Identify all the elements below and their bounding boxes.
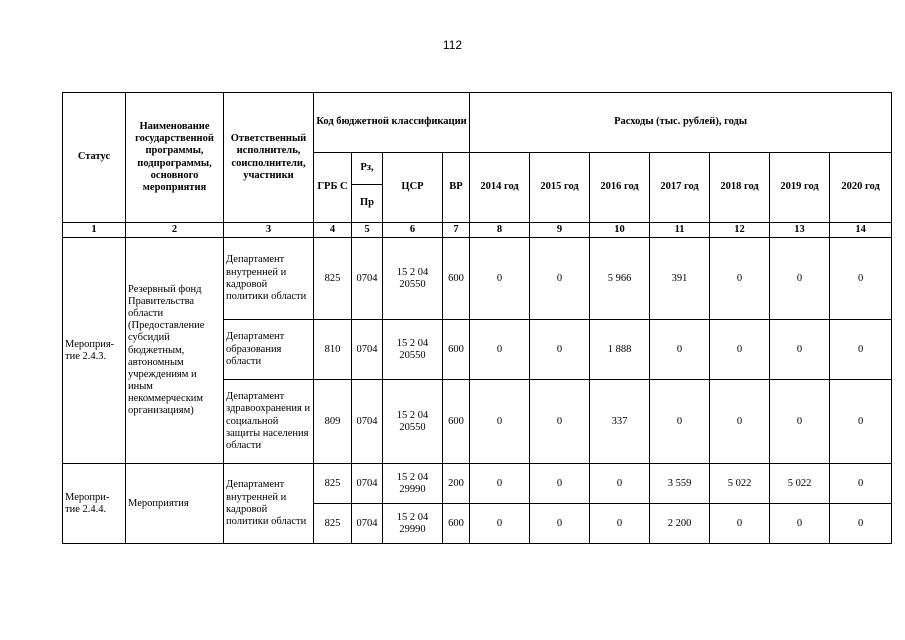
column-number: 11	[650, 223, 710, 238]
header-year: 2014 год	[470, 153, 530, 223]
column-number: 7	[443, 223, 470, 238]
status-cell: Меропри- тие 2.4.4.	[63, 464, 126, 544]
value-cell: 0	[530, 504, 590, 544]
header-csr: ЦСР	[383, 153, 443, 223]
value-cell: 1 888	[590, 320, 650, 380]
vr-cell: 600	[443, 238, 470, 320]
value-cell: 0	[650, 320, 710, 380]
page-number: 112	[442, 38, 463, 52]
value-cell: 0	[770, 238, 830, 320]
table-row	[63, 464, 892, 504]
grbs-cell: 809	[314, 380, 352, 464]
executor-cell: Департамент внутренней и кадровой политики области	[224, 238, 314, 320]
header-year: 2020 год	[830, 153, 892, 223]
rzpr-cell: 0704	[352, 320, 383, 380]
header-grbs: ГРБ С	[314, 153, 352, 223]
value-cell: 0	[770, 504, 830, 544]
grbs-cell: 825	[314, 464, 352, 504]
status-cell: Мероприя- тие 2.4.3.	[63, 238, 126, 464]
csr-cell: 15 2 04 20550	[383, 238, 443, 320]
value-cell: 391	[650, 238, 710, 320]
rzpr-cell: 0704	[352, 380, 383, 464]
rzpr-cell: 0704	[352, 464, 383, 504]
header-vr: ВР	[443, 153, 470, 223]
executor-cell: Департамент здравоохранения и социальной защиты населения области	[224, 380, 314, 464]
value-cell: 0	[470, 380, 530, 464]
grbs-cell: 825	[314, 238, 352, 320]
budget-table	[62, 92, 892, 544]
value-cell: 337	[590, 380, 650, 464]
column-number: 10	[590, 223, 650, 238]
value-cell: 5 022	[710, 464, 770, 504]
column-number: 1	[63, 223, 126, 238]
value-cell: 0	[710, 320, 770, 380]
value-cell: 5 022	[770, 464, 830, 504]
value-cell: 0	[470, 504, 530, 544]
column-number: 3	[224, 223, 314, 238]
header-expenses: Расходы (тыс. рублей), годы	[470, 93, 892, 153]
header-rz: Рз,	[352, 153, 383, 185]
value-cell: 0	[590, 504, 650, 544]
header-name: Наименование государственной программы, подпрограммы, основного мероприятия	[126, 93, 224, 223]
value-cell: 3 559	[650, 464, 710, 504]
vr-cell: 200	[443, 464, 470, 504]
csr-cell: 15 2 04 29990	[383, 464, 443, 504]
value-cell: 0	[830, 320, 892, 380]
header-year: 2018 год	[710, 153, 770, 223]
column-number: 8	[470, 223, 530, 238]
value-cell: 0	[470, 320, 530, 380]
vr-cell: 600	[443, 504, 470, 544]
value-cell: 0	[710, 238, 770, 320]
header-year: 2015 год	[530, 153, 590, 223]
header-year: 2019 год	[770, 153, 830, 223]
value-cell: 0	[770, 380, 830, 464]
grbs-cell: 810	[314, 320, 352, 380]
program-name-cell: Мероприятия	[126, 464, 224, 544]
executor-cell: Департамент образования области	[224, 320, 314, 380]
column-numbers-row	[63, 223, 892, 238]
column-number: 9	[530, 223, 590, 238]
value-cell: 0	[710, 380, 770, 464]
vr-cell: 600	[443, 320, 470, 380]
header-status: Статус	[63, 93, 126, 223]
grbs-cell: 825	[314, 504, 352, 544]
column-number: 4	[314, 223, 352, 238]
value-cell: 0	[830, 380, 892, 464]
rzpr-cell: 0704	[352, 504, 383, 544]
value-cell: 0	[710, 504, 770, 544]
value-cell: 0	[590, 464, 650, 504]
header-pr: Пр	[352, 185, 383, 223]
value-cell: 0	[650, 380, 710, 464]
column-number: 12	[710, 223, 770, 238]
value-cell: 0	[470, 464, 530, 504]
header-year: 2017 год	[650, 153, 710, 223]
program-name-cell: Резервный фонд Правительства области (Предоставление субсидий бюджетным, автономным учреждениям и иным некоммерческим организациям)	[126, 238, 224, 464]
value-cell: 2 200	[650, 504, 710, 544]
value-cell: 0	[530, 464, 590, 504]
value-cell: 0	[530, 238, 590, 320]
header-year: 2016 год	[590, 153, 650, 223]
csr-cell: 15 2 04 20550	[383, 320, 443, 380]
rzpr-cell: 0704	[352, 238, 383, 320]
executor-cell: Департамент внутренней и кадровой политики области	[224, 464, 314, 544]
vr-cell: 600	[443, 380, 470, 464]
csr-cell: 15 2 04 20550	[383, 380, 443, 464]
table-row	[63, 238, 892, 320]
value-cell: 0	[830, 238, 892, 320]
column-number: 6	[383, 223, 443, 238]
value-cell: 0	[470, 238, 530, 320]
csr-cell: 15 2 04 29990	[383, 504, 443, 544]
column-number: 14	[830, 223, 892, 238]
value-cell: 0	[770, 320, 830, 380]
value-cell: 0	[530, 320, 590, 380]
column-number: 2	[126, 223, 224, 238]
column-number: 5	[352, 223, 383, 238]
value-cell: 0	[830, 504, 892, 544]
value-cell: 5 966	[590, 238, 650, 320]
header-budget-code: Код бюджетной классификации	[314, 93, 470, 153]
column-number: 13	[770, 223, 830, 238]
header-executor: Ответственный исполнитель, соисполнители, участники	[224, 93, 314, 223]
value-cell: 0	[530, 380, 590, 464]
value-cell: 0	[830, 464, 892, 504]
